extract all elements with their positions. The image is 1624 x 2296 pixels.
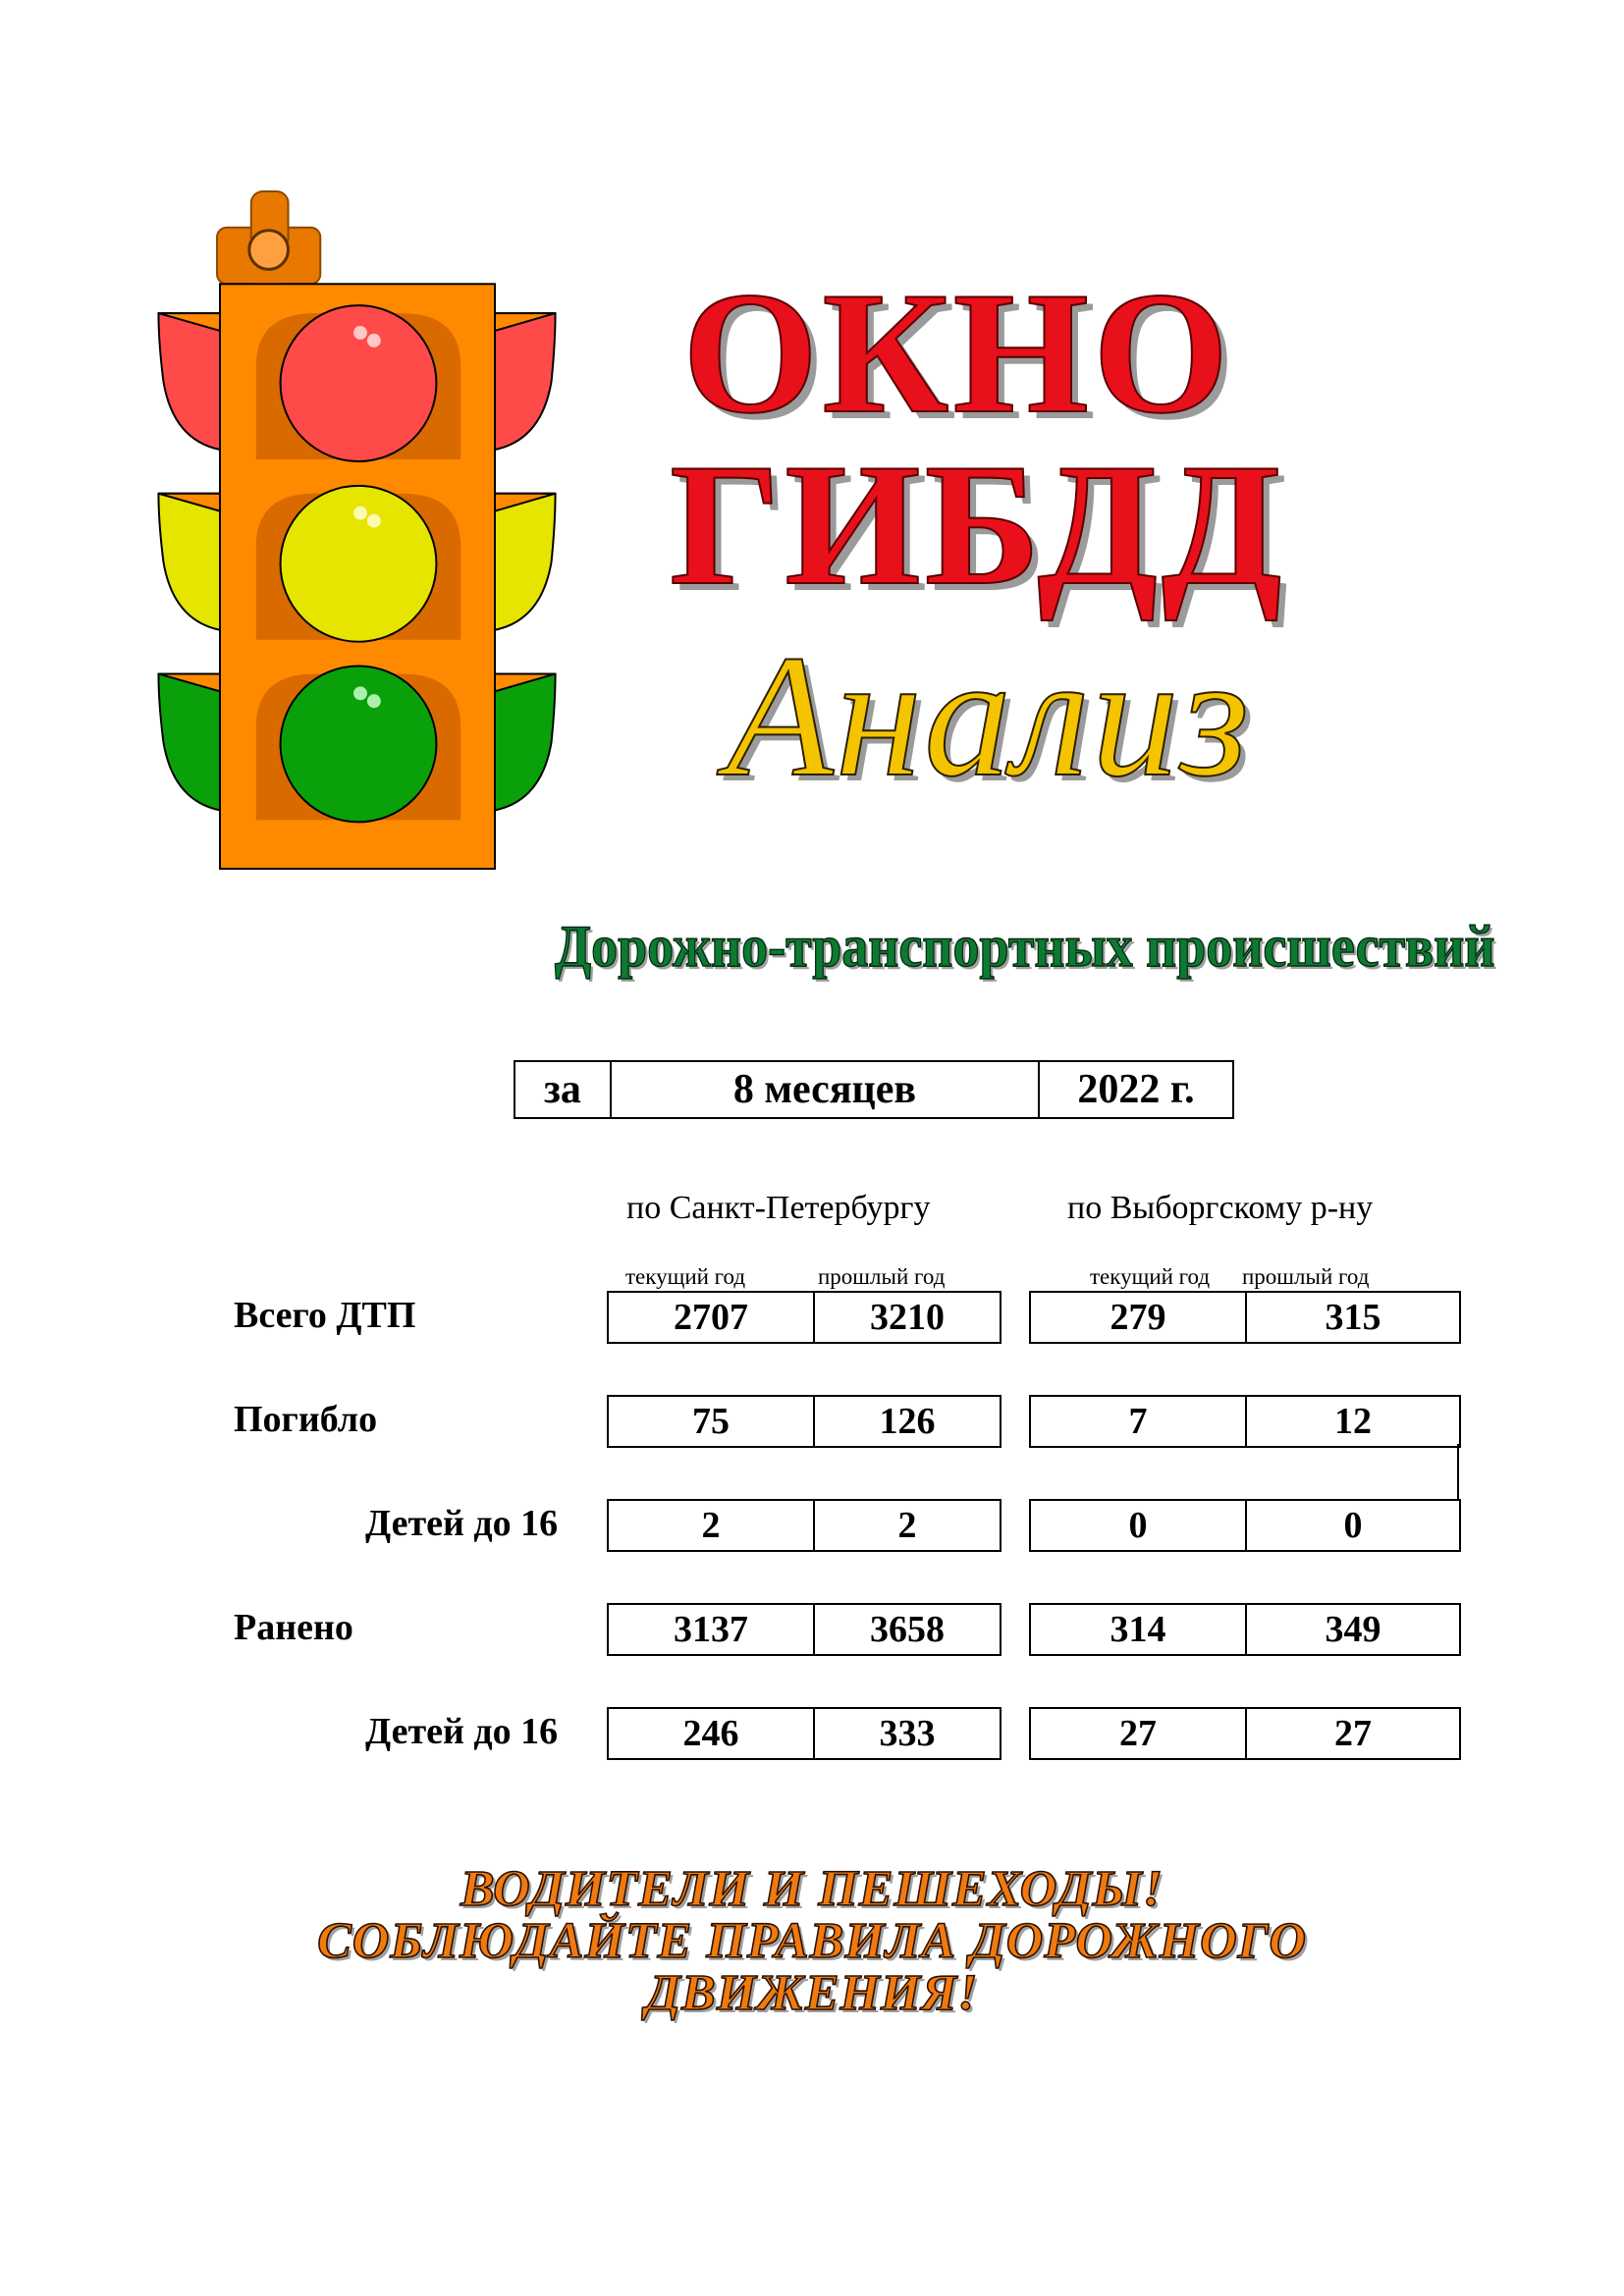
subtitle: Дорожно-транспортных происшествий: [555, 914, 1495, 979]
vyb-previous-value: 315: [1325, 1297, 1381, 1338]
slogan-line3: ДВИЖЕНИЯ!: [645, 1965, 979, 2021]
row-label-total-accidents: Всего ДТП: [234, 1295, 416, 1336]
green-lamp: [281, 667, 437, 823]
table-row: [607, 1707, 1001, 1760]
vyb-previous-value: 0: [1343, 1505, 1363, 1546]
table-row: [1029, 1499, 1461, 1552]
region-vyborg-label: по Выборгскому р-ну: [1067, 1190, 1374, 1226]
vyb-previous-value: 349: [1325, 1609, 1381, 1650]
spb-previous-value: 3658: [870, 1609, 945, 1650]
row-label-children-killed: Детей до 16: [365, 1503, 559, 1544]
slogan-line1: ВОДИТЕЛИ И ПЕШЕХОДЫ!: [460, 1861, 1164, 1917]
vyb-previous-value: 12: [1334, 1401, 1372, 1442]
spb-current-value: 2: [609, 1501, 815, 1550]
vyb-current-value: 7: [1031, 1397, 1247, 1446]
title-okno: ОКНО: [682, 255, 1233, 450]
spb-previous-value: 126: [879, 1401, 936, 1442]
vyb-current-value: 0: [1031, 1501, 1247, 1550]
table-row: [607, 1395, 1001, 1448]
vyb-previous-value: 27: [1334, 1713, 1372, 1754]
table-row: [1029, 1395, 1461, 1448]
spb-current-value: 75: [609, 1397, 815, 1446]
spb-previous-value: 333: [879, 1713, 936, 1754]
row-label-children-injured: Детей до 16: [365, 1711, 559, 1752]
vyb-current-value: 314: [1031, 1605, 1247, 1654]
traffic-light-illustration: [152, 187, 565, 874]
vyb-current-value: 27: [1031, 1709, 1247, 1758]
slogan-line2: СОБЛЮДАЙТЕ ПРАВИЛА ДОРОЖНОГО: [317, 1913, 1307, 1969]
yellow-lamp: [281, 486, 437, 642]
spb-previous-value: 2: [897, 1505, 917, 1546]
title-analiz: Анализ: [727, 618, 1252, 813]
period-prefix: за: [515, 1062, 612, 1117]
period-box: [514, 1060, 1234, 1119]
region-spb-label: по Санкт-Петербургу: [626, 1190, 931, 1226]
vyb-previous-header: прошлый год: [1242, 1264, 1370, 1289]
table-row: [607, 1499, 1001, 1552]
row-label-injured: Ранено: [234, 1607, 353, 1648]
spb-previous-value: 3210: [870, 1297, 945, 1338]
row-label-killed: Погибло: [234, 1399, 378, 1440]
spb-current-value: 246: [609, 1709, 815, 1758]
period-year: 2022 г.: [1077, 1067, 1195, 1112]
red-lamp: [281, 305, 437, 461]
period-months: 8 месяцев: [612, 1062, 1040, 1117]
vyb-current-header: текущий год: [1090, 1264, 1211, 1289]
table-row: [1029, 1291, 1461, 1344]
connector-line: [1457, 1444, 1459, 1499]
table-row: [607, 1603, 1001, 1656]
spb-previous-header: прошлый год: [818, 1264, 946, 1289]
spb-current-header: текущий год: [625, 1264, 746, 1289]
traffic-light-cap: [217, 191, 320, 284]
table-row: [607, 1291, 1001, 1344]
table-row: [1029, 1707, 1461, 1760]
vyb-current-value: 279: [1031, 1293, 1247, 1342]
spb-current-value: 2707: [609, 1293, 815, 1342]
spb-current-value: 3137: [609, 1605, 815, 1654]
table-row: [1029, 1603, 1461, 1656]
title-gibdd: ГИБДД: [670, 427, 1286, 621]
